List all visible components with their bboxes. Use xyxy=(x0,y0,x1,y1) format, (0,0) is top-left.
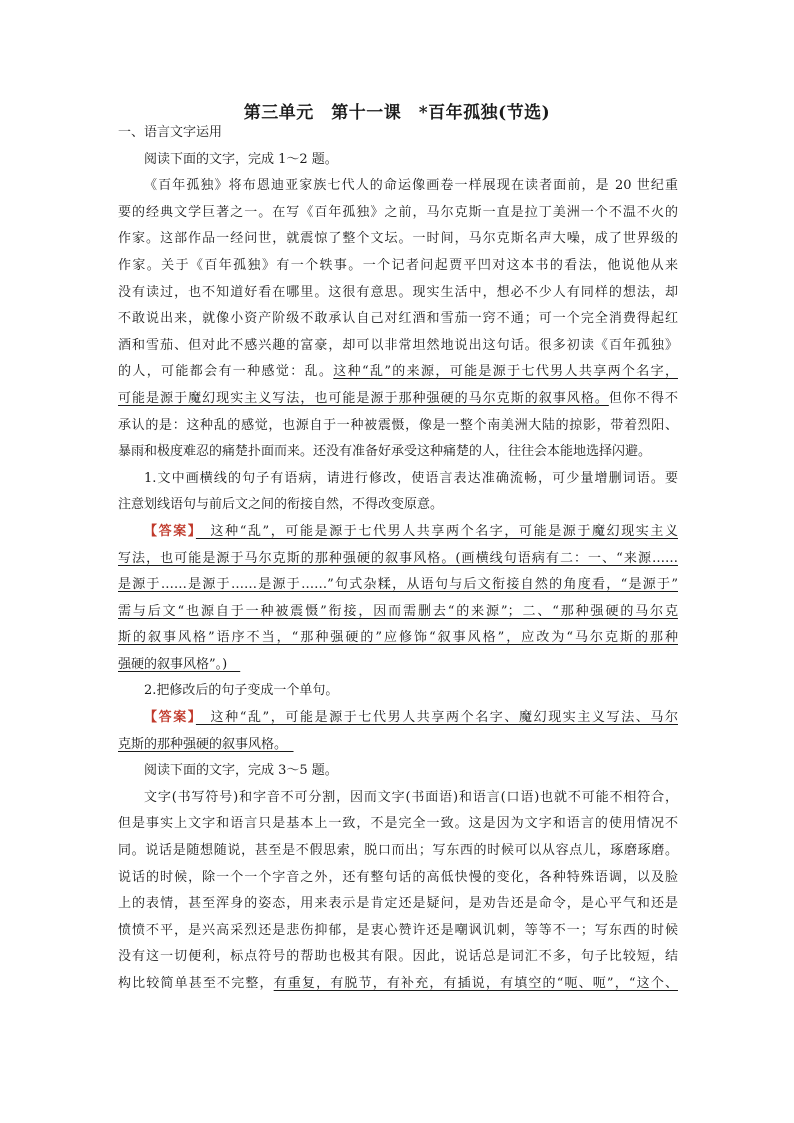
passage1-line: 承认的是：这种乱的感觉，也源自于一种被震慑，像是一整个南美洲大陆的掠影，带着烈阳、 xyxy=(118,417,678,433)
answer-text: 需与后文“也源自于一种被震慑”衔接，因而需删去“的来源”；二、“那种强硬的马尔克 xyxy=(118,603,678,619)
passage2-line: 上的表情，甚至浑身的姿态，用来表示是肯定还是疑问，是劝告还是命令，是心平气和还是 xyxy=(118,896,678,912)
passage2-line: 同。说话是随想随说，甚至是不假思索，脱口而出；写东西的时候可以从容点儿，琢磨琢磨。 xyxy=(118,843,678,859)
question-1: 注意划线语句与前后文之间的衔接自然，不得改变原意。 xyxy=(118,497,444,513)
passage1-line: 作家。关于《百年孤独》有一个轶事。一个记者问起贾平凹对这本书的看法，他说他从来 xyxy=(118,257,678,273)
passage2-line: 但是事实上文字和语言只是基本上一致，不是完全一致。这是因为文字和语言的使用情况不 xyxy=(118,816,678,832)
answer-1-line xyxy=(118,652,678,679)
passage2-line: 愤愤不平，是兴高采烈还是悲伤抑郁，是衷心赞许还是嘲讽讥刺，等等不一；写东西的时候 xyxy=(118,922,678,938)
answer-text: 这种“乱”，可能是源于七代男人共享两个名字、魔幻现实主义写法、马尔 xyxy=(195,710,678,726)
answer-label: 【答案】 xyxy=(144,710,196,726)
section-heading: 一、语言文字运用 xyxy=(118,125,223,140)
question-1: 1.文中画横线的句子有语病，请进行修改，使语言表达准确流畅，可少量增删词语。要 xyxy=(144,470,678,486)
answer-1-line xyxy=(118,546,678,573)
answer-2-line xyxy=(118,732,678,759)
passage1-line: 没有读过，也不知道好看在哪里。这很有意思。现实生活中，想必不少人有同样的想法，却 xyxy=(118,284,678,300)
answer-text: 克斯的那种强硬的叙事风格。 xyxy=(118,736,294,752)
answer-1-line xyxy=(118,599,678,626)
passage1-line xyxy=(118,359,678,386)
passage1-line: 《百年孤独》将布恩迪亚家族七代人的命运像画卷一样展现在读者面前，是 20 世纪重 xyxy=(144,178,678,194)
answer-1-line xyxy=(118,572,678,599)
page-title: 第三单元 第十一课 *百年孤独(节选) xyxy=(243,103,551,123)
underlined-sentence: 有重复，有脱节，有补充，有插说，有填空的“呃、呃”，“这个、 xyxy=(273,976,678,991)
question-2: 2.把修改后的句子变成一个单句。 xyxy=(144,683,339,699)
answer-text: 斯的叙事风格”语序不当，“那种强硬的”应修饰“叙事风格”，应改为“马尔克斯的那种 xyxy=(118,630,678,646)
passage1-text: 但你不得不 xyxy=(608,390,678,406)
passage1-text: 的人，可能都会有一种感觉：乱。 xyxy=(118,364,334,380)
answer-text: 这种“乱”，可能是源于七代男人共享两个名字，可能是源于魔幻现实主义 xyxy=(195,523,678,539)
answer-2-line xyxy=(118,705,678,732)
answer-1-line xyxy=(118,625,678,652)
passage1-line: 酒和雪茄、但对此不感兴趣的富豪，却可以非常坦然地说出这句话。很多初读《百年孤独》 xyxy=(118,337,678,353)
passage1-line: 暴雨和极度难忍的痛楚扑面而来。还没有准备好承受这种痛楚的人，往往会本能地选择闪避。 xyxy=(118,444,652,460)
answer-label: 【答案】 xyxy=(144,523,196,539)
answer-text: 强硬的叙事风格”。) xyxy=(118,656,241,672)
passage2-line: 说话的时候，除一个一个字音之外，还有整句话的高低快慢的变化，各种特殊语调，以及脸 xyxy=(118,869,678,885)
passage2-line: 没有这一切便利，标点符号的帮助也极其有限。因此，说话总是词汇不多，句子比较短，结 xyxy=(118,949,678,965)
passage2-line xyxy=(118,971,678,998)
passage1-line: 作家。这部作品一经问世，就震惊了整个文坛。一时间，马尔克斯名声大噪，成了世界级的 xyxy=(118,231,678,247)
passage2-text: 构比较简单甚至不完整， xyxy=(118,976,274,991)
underlined-sentence: 这种“乱”的来源，可能是源于七代男人共享两个名字， xyxy=(333,364,678,380)
instruction-2: 阅读下面的文字，完成 3～5 题。 xyxy=(144,763,338,779)
passage1-line: 不敢说出来，就像小资产阶级不敢承认自己对红酒和雪茄一窍不通；可一个完全消费得起红 xyxy=(118,311,678,327)
passage1-line: 要的经典文学巨著之一。在写《百年孤独》之前，马尔克斯一直是拉丁美洲一个不温不火的 xyxy=(118,204,678,220)
document-body xyxy=(118,120,678,998)
answer-text: 是源于……是源于……是源于……”句式杂糅，从语句与后文衔接自然的角度看，“是源于” xyxy=(118,577,678,593)
instruction-1: 阅读下面的文字，完成 1～2 题。 xyxy=(144,151,338,167)
passage1-line xyxy=(118,386,678,413)
answer-text: 写法，也可能是源于马尔克斯的那种强硬的叙事风格。(画横线句语病有二：一、“来源…… xyxy=(118,550,678,566)
answer-1-line xyxy=(118,519,678,546)
underlined-sentence: 可能是源于魔幻现实主义写法，也可能是源于那种强硬的马尔克斯的叙事风格。 xyxy=(118,390,609,406)
passage2-line: 文字(书写符号)和字音不可分割，因而文字(书面语)和语言(口语)也就不可能不相符合， xyxy=(144,789,678,805)
